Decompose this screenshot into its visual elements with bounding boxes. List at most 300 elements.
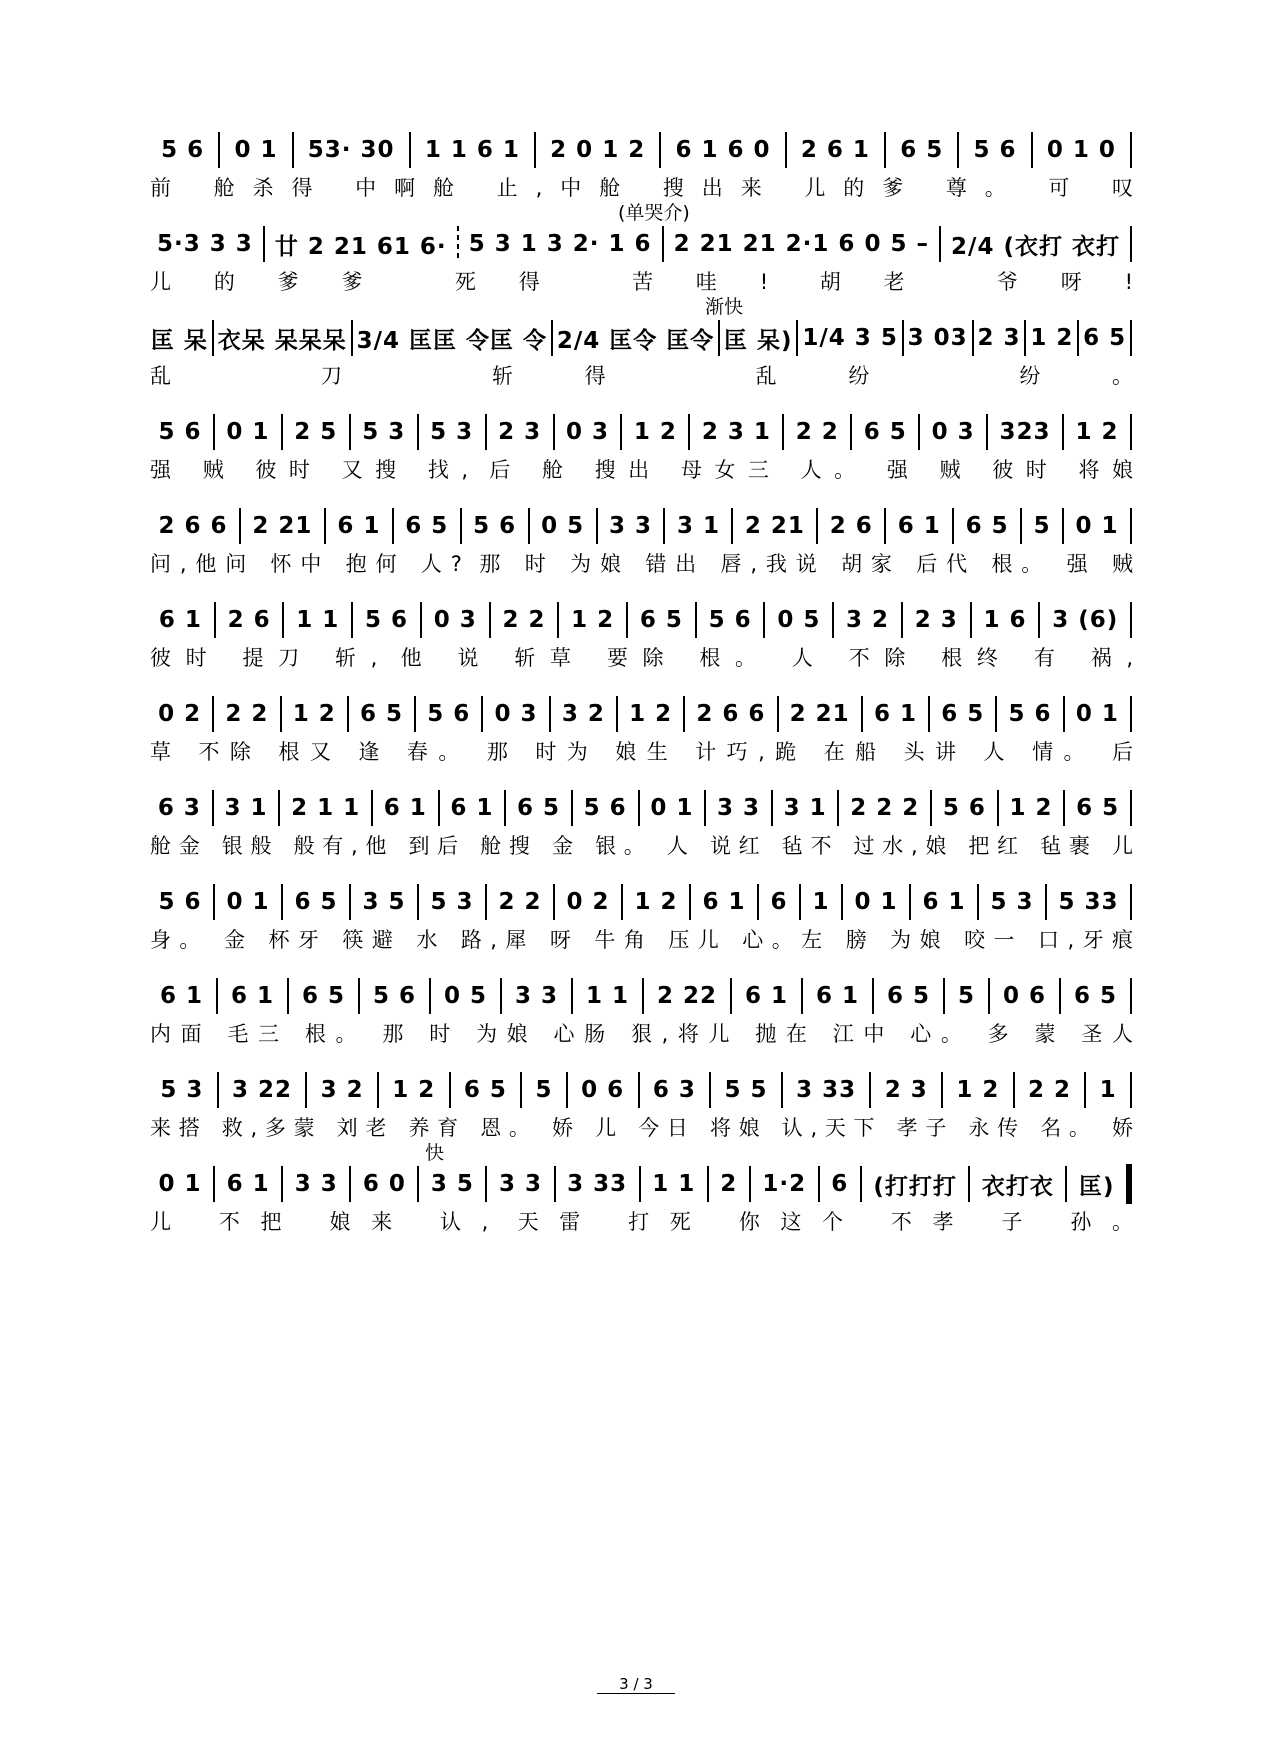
measure: 0 1	[650, 795, 694, 821]
bar-line	[659, 132, 661, 168]
measure: 6 5	[941, 701, 985, 727]
measure: 6 1	[897, 513, 941, 539]
measure: 0 3	[494, 701, 538, 727]
measure: 5	[958, 983, 976, 1009]
measure: 6 0	[362, 1171, 406, 1197]
measure: 5 3	[160, 1077, 204, 1103]
bar-line	[707, 1166, 709, 1202]
bar-line	[884, 508, 886, 544]
lyrics-line: 前 舱杀得 中啊舱 止,中舱 搜出来 儿的爹 尊。 可 叹	[150, 176, 1135, 200]
measure: 3 3	[294, 1171, 338, 1197]
bar-line	[918, 414, 920, 450]
measure: 6 1	[702, 889, 746, 915]
measure: 2/4 (衣打 衣打	[951, 233, 1120, 260]
measure: 0 1	[1075, 513, 1119, 539]
measure: 6 3	[652, 1077, 696, 1103]
bar-line	[909, 884, 911, 920]
bar-line	[997, 790, 999, 826]
measure: 5 5	[724, 1077, 768, 1103]
measure: 0 1	[158, 1171, 202, 1197]
bar-line	[689, 884, 691, 920]
measure: 2/4 匡令 匡令	[556, 327, 715, 354]
measure: 1 1 6 1	[424, 137, 520, 163]
bar-line	[1130, 602, 1132, 638]
measure: 6 5	[639, 607, 683, 633]
bar-line	[417, 884, 419, 920]
measure: 1 2	[392, 1077, 436, 1103]
measure: 2	[720, 1171, 738, 1197]
performance-annotation: (单哭介)	[618, 202, 690, 224]
bar-line	[1013, 1072, 1015, 1108]
bar-line	[1130, 790, 1132, 826]
bar-line	[968, 1166, 970, 1202]
measure: 3 3	[716, 795, 760, 821]
bar-line	[801, 978, 803, 1014]
bar-line	[429, 978, 431, 1014]
measure: 5 6	[372, 983, 416, 1009]
bar-line	[1031, 132, 1033, 168]
measure: 6 5	[301, 983, 345, 1009]
measure: 2 6	[829, 513, 873, 539]
lyrics-line: 乱 刀 斩得 乱纷 纷。	[150, 364, 1135, 388]
bar-line	[214, 602, 216, 638]
bar-line	[417, 1166, 419, 1202]
measure: 1	[812, 889, 830, 915]
bar-line	[952, 508, 954, 544]
bar-line	[1038, 602, 1040, 638]
lyrics-line: 强 贼 彼时 又搜 找, 后 舱 搜出 母女三 人。 强 贼 彼时 将娘	[150, 458, 1135, 482]
measure: 2 2	[498, 889, 542, 915]
measure: 6 5	[900, 137, 944, 163]
measure: 6 1	[450, 795, 494, 821]
measure: 5	[535, 1077, 553, 1103]
measure: 0 1	[226, 419, 270, 445]
measure: 2 21	[789, 701, 850, 727]
bar-line	[988, 978, 990, 1014]
measure: 6 1	[230, 983, 274, 1009]
measure: 5 6	[158, 419, 202, 445]
bar-line	[1130, 978, 1132, 1014]
bar-line	[777, 696, 779, 732]
measure: 1 2	[292, 701, 336, 727]
measure: 3 5	[362, 889, 406, 915]
bar-line	[377, 1072, 379, 1108]
bar-line	[485, 1166, 487, 1202]
measure: 6 5	[1076, 795, 1120, 821]
measure: 2 3	[884, 1077, 928, 1103]
bar-line	[281, 884, 283, 920]
measure: 5 6	[708, 607, 752, 633]
bar-line	[1130, 320, 1132, 356]
bar-line	[449, 1072, 451, 1108]
bar-line	[869, 1072, 871, 1108]
measure: 3 3	[609, 513, 653, 539]
bar-line	[438, 790, 440, 826]
measure: 3 3	[499, 1171, 543, 1197]
bar-line	[704, 790, 706, 826]
measure: 2 21 21 2·1 6 0 5 –	[673, 231, 929, 257]
bar-line	[481, 696, 483, 732]
measure: 2 3	[498, 419, 542, 445]
measure: 1 2	[571, 607, 615, 633]
bar-line	[1130, 1072, 1132, 1108]
bar-line	[972, 320, 974, 356]
measure: 0 5	[777, 607, 821, 633]
bar-line	[1126, 1164, 1132, 1204]
measure: 1 2	[634, 889, 678, 915]
bar-line	[485, 414, 487, 450]
measure: 0 6	[1003, 983, 1047, 1009]
bar-line	[349, 1166, 351, 1202]
measure: 5 6	[942, 795, 986, 821]
bar-line	[688, 414, 690, 450]
bar-line	[718, 320, 720, 356]
bar-line	[872, 978, 874, 1014]
bar-line	[1063, 790, 1065, 826]
bar-line	[489, 602, 491, 638]
measure: 5·3 3 3	[157, 231, 253, 257]
measure: 2 3 1	[701, 419, 771, 445]
bar-line	[349, 884, 351, 920]
measure: 3 22	[231, 1077, 292, 1103]
measure: 3 03	[907, 325, 968, 351]
bar-line	[930, 790, 932, 826]
measure: 3/4 匡匡 令匡 令	[356, 327, 547, 354]
measure: 2 6 6	[158, 513, 228, 539]
lyrics-line: 儿 不把 娘来 认, 天雷 打死 你这个 不孝 子 孙。	[150, 1210, 1135, 1234]
notation-line	[150, 694, 1135, 734]
bar-line	[1062, 414, 1064, 450]
bar-line	[970, 602, 972, 638]
notation-line	[150, 1070, 1135, 1110]
bar-line	[986, 414, 988, 450]
measure: 6 5	[1083, 325, 1127, 351]
bar-line	[799, 884, 801, 920]
measure: 2 1 1	[291, 795, 361, 821]
bar-line	[571, 790, 573, 826]
bar-line	[571, 978, 573, 1014]
measure: 5 6	[1008, 701, 1052, 727]
measure: 2 3	[977, 325, 1021, 351]
bar-line	[358, 978, 360, 1014]
bar-line	[534, 132, 536, 168]
bar-line	[212, 320, 214, 356]
bar-line	[557, 602, 559, 638]
notation-line	[150, 412, 1135, 452]
measure: 6 3	[157, 795, 201, 821]
measure: 3 2	[320, 1077, 364, 1103]
bar-line	[305, 1072, 307, 1108]
bar-line	[850, 414, 852, 450]
measure: 1 2	[1009, 795, 1053, 821]
measure: 3 2	[846, 607, 890, 633]
bar-line	[351, 602, 353, 638]
bar-line	[1045, 884, 1047, 920]
measure: 6 5	[294, 889, 338, 915]
bar-line	[414, 696, 416, 732]
page-number	[0, 1675, 1272, 1693]
measure: 1 2	[1075, 419, 1119, 445]
measure: 6	[831, 1171, 849, 1197]
lyrics-line: 来搭 救,多蒙 刘老 养育 恩。 娇 儿 今日 将娘 认,天下 孝子 永传 名。 娇	[150, 1116, 1135, 1140]
bar-line	[771, 790, 773, 826]
measure: 3 3	[514, 983, 558, 1009]
bar-line	[263, 226, 265, 262]
measure: 6 1	[873, 701, 917, 727]
lyrics-line: 草 不除 根又 逢 春。 那 时为 娘生 计巧,跪 在船 头讲 人 情。 后	[150, 740, 1135, 764]
bar-line	[943, 978, 945, 1014]
notation-line	[150, 788, 1135, 828]
measure: 6 5	[463, 1077, 507, 1103]
performance-annotation: 渐快	[705, 296, 744, 318]
bar-line	[1130, 414, 1132, 450]
measure: 5 3	[430, 889, 474, 915]
measure: 2 6 1	[800, 137, 870, 163]
bar-line	[417, 414, 419, 450]
bar-line	[392, 508, 394, 544]
measure: 1 2	[956, 1077, 1000, 1103]
bar-line	[884, 132, 886, 168]
bar-line	[500, 978, 502, 1014]
bar-line	[837, 790, 839, 826]
bar-line	[566, 1072, 568, 1108]
measure: 2 2	[1028, 1077, 1072, 1103]
measure: 0 1	[226, 889, 270, 915]
measure: 53· 30	[307, 137, 395, 163]
bar-line	[642, 978, 644, 1014]
measure: 2 2 2	[850, 795, 920, 821]
measure: 2 5	[294, 419, 338, 445]
measure: 匡 呆	[150, 327, 208, 354]
lyrics-line: 彼时 提刀 斩, 他 说 斩草 要除 根。 人 不除 根终 有 祸,	[150, 646, 1135, 670]
measure: 5 3	[430, 419, 474, 445]
measure: 2 3	[914, 607, 958, 633]
measure: 2 21	[252, 513, 313, 539]
measure: 2 0 1 2	[550, 137, 646, 163]
bar-line	[662, 226, 664, 262]
measure: 6 5	[863, 419, 907, 445]
bar-line	[1130, 132, 1132, 168]
bar-line	[485, 884, 487, 920]
measure: 廿 2 21 61 6·	[274, 233, 447, 260]
notation-line	[150, 600, 1135, 640]
bar-line	[1020, 508, 1022, 544]
bar-line	[409, 132, 411, 168]
bar-line	[292, 132, 294, 168]
bar-line	[213, 884, 215, 920]
bar-line	[217, 1072, 219, 1108]
measure: 3 (6)	[1052, 607, 1119, 633]
bar-line	[281, 1166, 283, 1202]
bar-line	[861, 696, 863, 732]
bar-line	[841, 884, 843, 920]
bar-line	[287, 978, 289, 1014]
measure: 1 1	[296, 607, 340, 633]
notation-line	[150, 318, 1135, 358]
bar-line	[212, 696, 214, 732]
measure: 1·2	[762, 1171, 807, 1197]
lyrics-line: 舱金 银般 般有,他 到后 舱搜 金 银。 人 说红 毡不 过水,娘 把红 毡裹 儿	[150, 834, 1135, 858]
measure: 0 5	[541, 513, 585, 539]
measure: 6 1	[383, 795, 427, 821]
bar-line	[957, 132, 959, 168]
measure: 1 6	[983, 607, 1027, 633]
measure: 0 3	[931, 419, 975, 445]
measure: 0 2	[566, 889, 610, 915]
bar-line	[782, 414, 784, 450]
measure: 衣呆 呆呆呆	[217, 327, 347, 354]
measure: 6	[770, 889, 788, 915]
bar-line	[213, 414, 215, 450]
measure: 2 2	[795, 419, 839, 445]
bar-line	[781, 1072, 783, 1108]
bar-line	[553, 884, 555, 920]
measure: 5 6	[473, 513, 517, 539]
lyrics-line: 问,他问 怀中 抱何 人? 那 时 为娘 错出 唇,我说 胡家 后代 根。 强 贼	[150, 552, 1135, 576]
bar-line	[939, 226, 941, 262]
measure: 0 3	[433, 607, 477, 633]
bar-line	[626, 602, 628, 638]
bar-line	[218, 132, 220, 168]
bar-line	[941, 1072, 943, 1108]
lyrics-line: 身。 金 杯牙 筷避 水 路,犀 呀 牛角 压儿 心。左 膀 为娘 咬一 口,牙痕	[150, 928, 1135, 952]
bar-line	[731, 508, 733, 544]
bar-line	[1130, 696, 1132, 732]
measure: 5 6	[161, 137, 205, 163]
measure: 6 5	[359, 701, 403, 727]
measure: 6 1	[922, 889, 966, 915]
measure: 5 3 1 3 2· 1 6	[468, 231, 652, 257]
measure: 3 1	[224, 795, 268, 821]
measure: 6 1	[337, 513, 381, 539]
measure: 1/4 3 5	[802, 325, 898, 351]
bar-line	[549, 696, 551, 732]
measure: 1 1	[585, 983, 629, 1009]
bar-line	[1077, 320, 1079, 356]
bar-line	[763, 602, 765, 638]
bar-line	[832, 602, 834, 638]
measure: 3 2	[561, 701, 605, 727]
bar-line	[663, 508, 665, 544]
measure: 1 2	[633, 419, 677, 445]
measure: 5 6	[158, 889, 202, 915]
bar-line	[749, 1166, 751, 1202]
measure: 5 6	[973, 137, 1017, 163]
bar-line	[278, 790, 280, 826]
measure: 3 33	[567, 1171, 628, 1197]
bar-line	[730, 978, 732, 1014]
bar-line	[239, 508, 241, 544]
measure: 6 5	[517, 795, 561, 821]
notation-line	[150, 506, 1135, 546]
bar-line	[596, 508, 598, 544]
bar-line	[785, 132, 787, 168]
bar-line	[520, 1072, 522, 1108]
notation-line	[150, 130, 1135, 170]
measure: 2 22	[656, 983, 718, 1009]
measure: (打打打	[873, 1173, 957, 1200]
bar-line	[1024, 320, 1026, 356]
measure: 6 1	[158, 607, 202, 633]
measure: 3 33	[796, 1077, 857, 1103]
bar-line	[616, 696, 618, 732]
bar-line	[282, 602, 284, 638]
bar-line	[638, 790, 640, 826]
bar-line	[901, 602, 903, 638]
notation-line	[150, 1164, 1135, 1204]
measure: 2 2	[502, 607, 546, 633]
bar-line	[816, 508, 818, 544]
bar-line	[504, 790, 506, 826]
measure: 1	[1099, 1077, 1117, 1103]
measure: 5	[1033, 513, 1051, 539]
bar-line	[757, 884, 759, 920]
lyrics-line: 内面 毛三 根。 那 时 为娘 心肠 狠,将儿 抛在 江中 心。 多 蒙 圣人	[150, 1022, 1135, 1046]
bar-line	[1062, 508, 1064, 544]
bar-line	[553, 414, 555, 450]
measure: 6 1 6 0	[675, 137, 771, 163]
measure: 3 1	[783, 795, 827, 821]
measure: 0 3	[565, 419, 609, 445]
measure: 6 5	[887, 983, 931, 1009]
measure: 0 1	[234, 137, 278, 163]
measure: 衣打衣	[981, 1173, 1054, 1200]
bar-line	[554, 1166, 556, 1202]
bar-line	[709, 1072, 711, 1108]
bar-line	[1130, 508, 1132, 544]
bar-line	[695, 602, 697, 638]
lyrics-line: 儿的爹爹 死得 苦哇! 胡老 爷呀!	[150, 270, 1135, 294]
bar-line	[928, 696, 930, 732]
measure: 1 1	[652, 1171, 696, 1197]
measure: 2 2	[225, 701, 269, 727]
measure: 0 1	[1075, 701, 1119, 727]
measure: 5 3	[990, 889, 1034, 915]
measure: 2 21	[744, 513, 805, 539]
bar-line	[213, 1166, 215, 1202]
bar-line	[457, 226, 459, 262]
measure: 3 5	[430, 1171, 474, 1197]
bar-line	[818, 1166, 820, 1202]
notation-line	[150, 882, 1135, 922]
measure: 3 1	[676, 513, 720, 539]
measure: 0 6	[581, 1077, 625, 1103]
bar-line	[281, 414, 283, 450]
measure: 0 2	[158, 701, 202, 727]
bar-line	[324, 508, 326, 544]
measure: 323	[999, 419, 1051, 445]
bar-line	[1084, 1072, 1086, 1108]
bar-line	[280, 696, 282, 732]
bar-line	[349, 414, 351, 450]
bar-line	[551, 320, 553, 356]
measure: 0 1	[854, 889, 898, 915]
bar-line	[528, 508, 530, 544]
page-number-text: 3 / 3	[597, 1675, 675, 1694]
measure: 5 3	[362, 419, 406, 445]
measure: 6 5	[965, 513, 1009, 539]
bar-line	[977, 884, 979, 920]
bar-line	[347, 696, 349, 732]
bar-line	[420, 602, 422, 638]
bar-line	[683, 696, 685, 732]
bar-line	[460, 508, 462, 544]
bar-line	[621, 884, 623, 920]
measure: 0 1 0	[1046, 137, 1116, 163]
measure: 6 1	[226, 1171, 270, 1197]
notation-line	[150, 224, 1135, 264]
measure: 5 33	[1058, 889, 1119, 915]
